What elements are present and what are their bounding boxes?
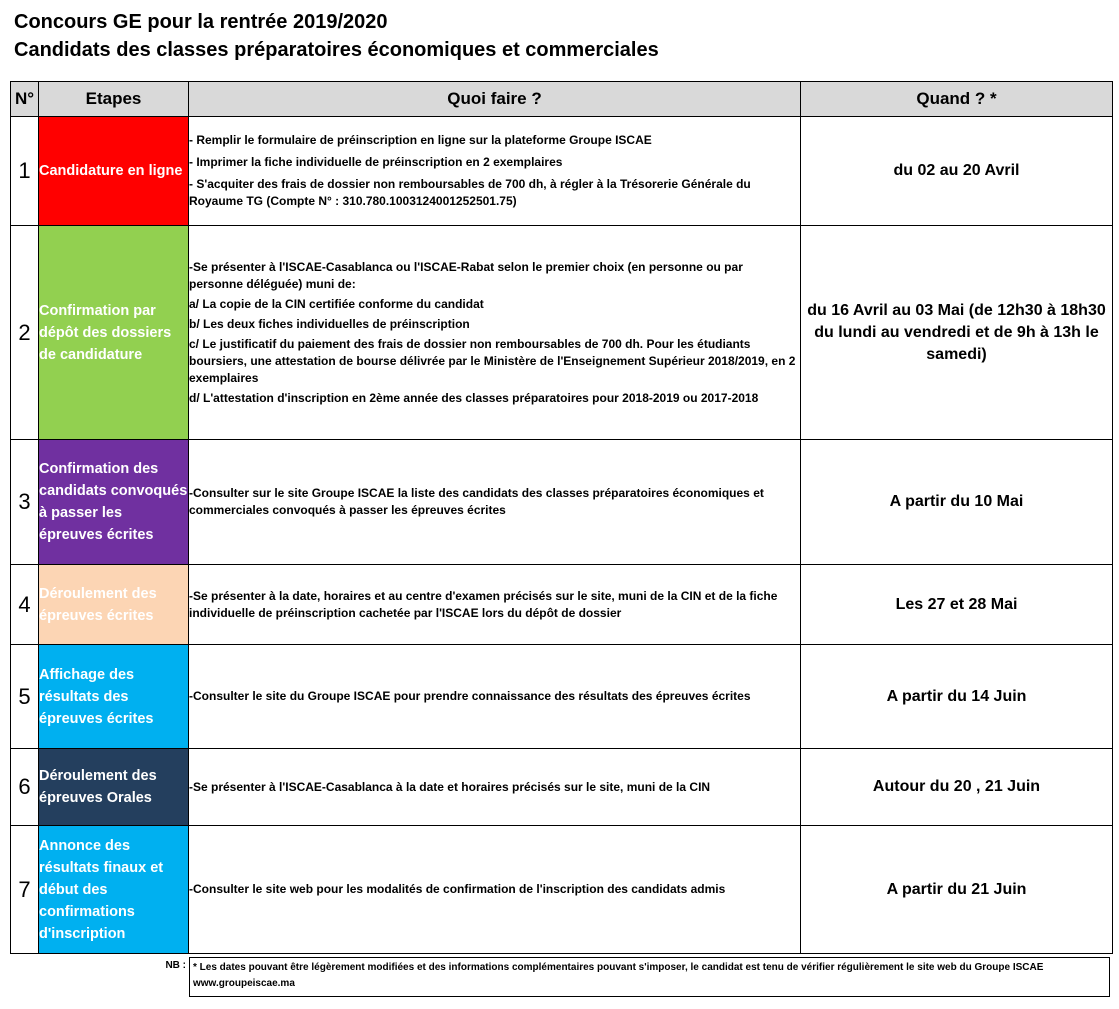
table-row [11,117,1113,226]
header-quoi: Quoi faire ? [189,82,801,117]
step-number: 2 [11,226,39,440]
instruction-line: -Se présenter à l'ISCAE-Casablanca à la date et horaires précisés sur le site, muni de la CIN [189,779,711,794]
step-instructions [189,645,801,749]
instruction-line: - Remplir le formulaire de préinscription en ligne sur la plateforme Groupe ISCAE [189,133,652,147]
step-instructions [189,749,801,826]
step-date: A partir du 14 Juin [801,645,1113,749]
page-subtitle: Candidats des classes préparatoires économiques et commerciales [14,39,659,61]
step-number: 5 [11,645,39,749]
step-name: Affichage des résultats des épreuves écrites [39,645,189,749]
instruction-line: -Consulter sur le site Groupe ISCAE la liste des candidats des classes préparatoires économiques et commerciales convoqués à passer les épreuves écrites [189,486,764,517]
step-instructions [189,565,801,645]
header-quand: Quand ? * [801,82,1113,117]
step-name: Confirmation par dépôt des dossiers de candidature [39,226,189,440]
table-row [11,565,1113,645]
step-instructions [189,440,801,565]
table-row [11,826,1113,954]
step-number: 6 [11,749,39,826]
instruction-line: -Consulter le site web pour les modalités de confirmation de l'inscription des candidats admis [189,882,726,896]
step-date: A partir du 10 Mai [801,440,1113,565]
step-name: Déroulement des épreuves Orales [39,749,189,826]
step-date: Autour du 20 , 21 Juin [801,749,1113,826]
step-number: 4 [11,565,39,645]
header-num: N° [11,82,39,117]
instruction-line: d/ L'attestation d'inscription en 2ème année des classes préparatoires pour 2018-2019 ou 2017-2018 [189,390,759,405]
step-date: A partir du 21 Juin [801,826,1113,954]
instruction-line: -Consulter le site du Groupe ISCAE pour prendre connaissance des résultats des épreuves écrites [189,689,751,703]
instruction-line: a/ La copie de la CIN certifiée conforme du candidat [189,296,484,311]
step-number: 3 [11,440,39,565]
step-instructions [189,826,801,954]
instruction-line: -Se présenter à l'ISCAE-Casablanca ou l'ISCAE-Rabat selon le premier choix (en personne ou par personne déléguée) muni de: [189,259,743,291]
instruction-line: -Se présenter à la date, horaires et au centre d'examen précisés sur le site, muni de la CIN et de la fiche individuelle de préinscription cachetée par l'ISCAE lors du dépôt de dossier [189,588,778,620]
step-name: Confirmation des candidats convoqués à passer les épreuves écrites [39,440,189,565]
footnote-text: * Les dates pouvant être légèrement modifiées et des informations complémentaires pouvant s'imposer, le candidat est tenu de vérifier régulièrement le site web du Groupe ISCAE www.groupeiscae.ma [189,957,1110,997]
instruction-line: c/ Le justificatif du paiement des frais de dossier non remboursables de 700 dh. Pour les étudiants boursiers, une attestation de bourse délivrée par le Ministère de l'Enseignement Supérieur 2018/2019, en 2 exemplaires [189,336,796,385]
instruction-line: - Imprimer la fiche individuelle de préinscription en 2 exemplaires [189,155,563,169]
schedule-table [10,81,1113,954]
table-row [11,226,1113,440]
step-number: 1 [11,117,39,226]
step-name: Déroulement des épreuves écrites [39,565,189,645]
footnote-label: NB : [165,960,186,971]
step-date: du 02 au 20 Avril [801,117,1113,226]
step-date: du 16 Avril au 03 Mai (de 12h30 à 18h30 du lundi au vendredi et de 9h à 13h le samedi) [801,226,1113,440]
instruction-line: - S'acquiter des frais de dossier non remboursables de 700 dh, à régler à la Trésorerie Générale du Royaume TG (Compte N° : 310.780.1003124001252501.75) [189,177,751,208]
instruction-line: b/ Les deux fiches individuelles de préinscription [189,316,470,331]
header-etapes: Etapes [39,82,189,117]
title-block [14,8,659,64]
table-row [11,440,1113,565]
table-row [11,645,1113,749]
table-header-row [11,82,1113,117]
step-name: Candidature en ligne [39,117,189,226]
page-title: Concours GE pour la rentrée 2019/2020 [14,11,388,33]
step-instructions [189,226,801,440]
step-instructions [189,117,801,226]
step-number: 7 [11,826,39,954]
step-name: Annonce des résultats finaux et début des confirmations d'inscription [39,826,189,954]
step-date: Les 27 et 28 Mai [801,565,1113,645]
table-row [11,749,1113,826]
